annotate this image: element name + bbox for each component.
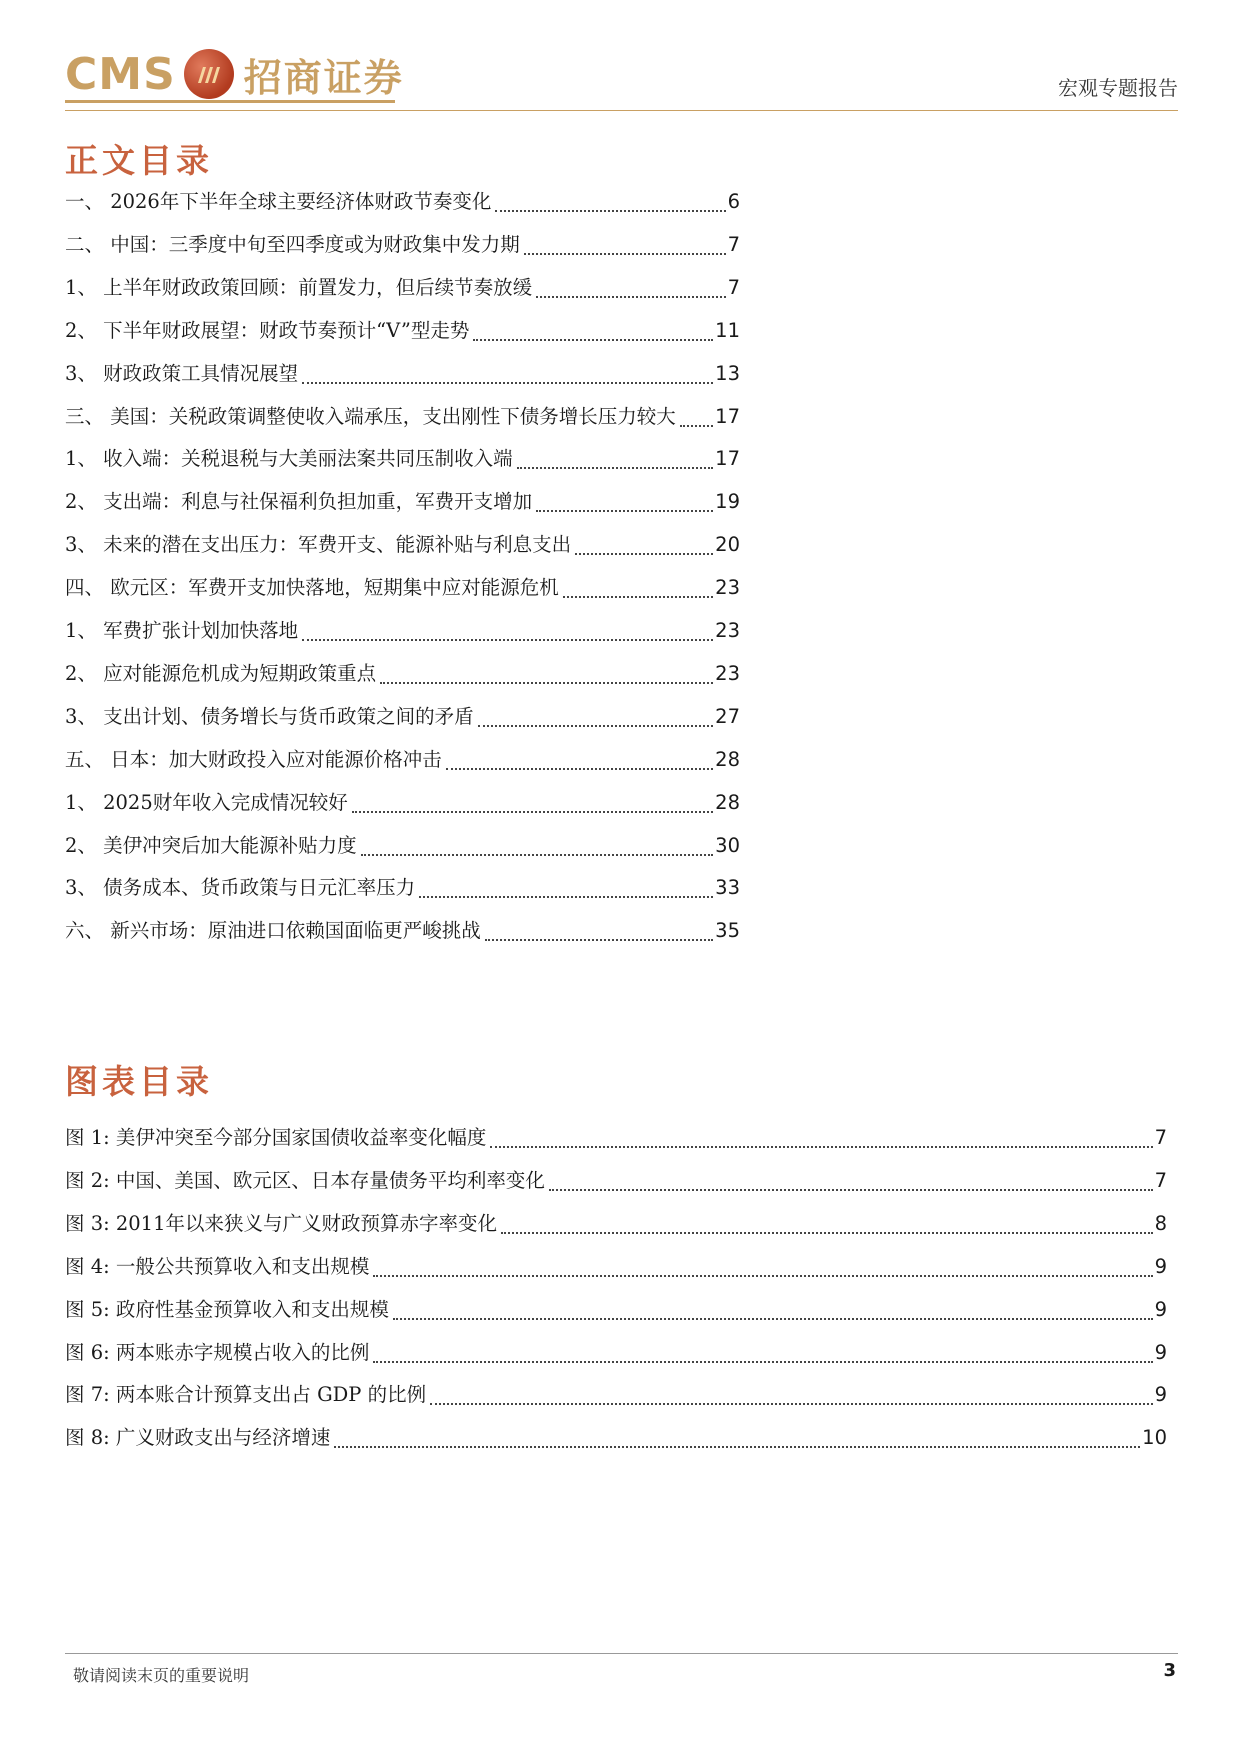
toc-entry[interactable] xyxy=(65,658,740,688)
entry-page-number: 9 xyxy=(1154,1297,1167,1321)
dot-leader xyxy=(373,1275,1152,1277)
figure-entry[interactable] xyxy=(65,1208,1167,1238)
toc-title: 正文目录 xyxy=(65,141,213,180)
entry-page-number: 7 xyxy=(1154,1126,1167,1149)
entry-page-number: 23 xyxy=(715,576,740,600)
entry-page-number: 17 xyxy=(715,447,740,471)
entry-label: 图 6: 两本账赤字规模占收入的比例 xyxy=(65,1340,370,1364)
entry-page-number: 27 xyxy=(715,704,740,728)
entry-page-number: 20 xyxy=(715,533,740,557)
logo-cms-text: CMS xyxy=(65,48,176,100)
dot-leader xyxy=(373,1361,1152,1363)
entry-label: 二、 中国：三季度中旬至四季度或为财政集中发力期 xyxy=(65,232,520,256)
figure-entry[interactable] xyxy=(65,1251,1167,1281)
dot-leader xyxy=(361,854,714,856)
toc-entry[interactable] xyxy=(65,915,740,945)
entry-label: 五、 日本：加大财政投入应对能源价格冲击 xyxy=(65,747,442,771)
entry-label: 1、 收入端：关税退税与大美丽法案共同压制收入端 xyxy=(65,447,513,471)
dot-leader xyxy=(473,339,713,341)
toc-entry[interactable] xyxy=(65,358,740,388)
dot-leader xyxy=(563,596,713,598)
footer-disclaimer: 敬请阅读末页的重要说明 xyxy=(73,1666,250,1685)
figure-entry[interactable] xyxy=(65,1294,1167,1324)
figure-entry[interactable] xyxy=(65,1337,1167,1367)
toc-entry[interactable] xyxy=(65,272,740,302)
toc-entry[interactable] xyxy=(65,229,740,259)
dot-leader xyxy=(517,467,714,469)
figure-entry[interactable] xyxy=(65,1422,1167,1452)
entry-page-number: 6 xyxy=(727,190,740,213)
dot-leader xyxy=(485,939,713,941)
figure-entry[interactable] xyxy=(65,1165,1167,1195)
entry-label: 六、 新兴市场：原油进口依赖国面临更严峻挑战 xyxy=(65,919,481,943)
toc-entry[interactable] xyxy=(65,872,740,902)
dot-leader xyxy=(393,1318,1153,1320)
entry-page-number: 30 xyxy=(715,833,740,857)
toc-entry[interactable] xyxy=(65,529,740,559)
figures-list xyxy=(65,1122,1167,1462)
dot-leader xyxy=(302,382,713,384)
toc-entry[interactable] xyxy=(65,701,740,731)
page-number: 3 xyxy=(1163,1660,1176,1681)
entry-page-number: 7 xyxy=(727,275,740,299)
entry-page-number: 9 xyxy=(1154,1254,1167,1278)
dot-leader xyxy=(490,1146,1152,1148)
entry-label: 3、 财政政策工具情况展望 xyxy=(65,361,299,385)
dot-leader xyxy=(334,1446,1140,1448)
dot-leader xyxy=(501,1232,1153,1234)
logo-seal-icon xyxy=(184,49,234,99)
entry-page-number: 9 xyxy=(1154,1340,1167,1364)
entry-label: 3、 未来的潜在支出压力：军费开支、能源补贴与利息支出 xyxy=(65,533,572,557)
entry-label: 2、 应对能源危机成为短期政策重点 xyxy=(65,661,377,685)
figure-entry[interactable] xyxy=(65,1379,1167,1409)
entry-page-number: 7 xyxy=(727,232,740,256)
toc-entry[interactable] xyxy=(65,744,740,774)
dot-leader xyxy=(430,1403,1152,1405)
toc-entry[interactable] xyxy=(65,443,740,473)
dot-leader xyxy=(478,725,714,727)
entry-label: 图 2: 中国、美国、欧元区、日本存量债务平均利率变化 xyxy=(65,1168,545,1192)
header-divider xyxy=(65,110,1178,111)
dot-leader xyxy=(352,811,713,813)
entry-label: 图 5: 政府性基金预算收入和支出规模 xyxy=(65,1297,389,1321)
entry-page-number: 33 xyxy=(715,876,740,900)
figures-title: 图表目录 xyxy=(65,1062,213,1101)
dot-leader xyxy=(380,682,713,684)
entry-label: 图 1: 美伊冲突至今部分国家国债收益率变化幅度 xyxy=(65,1126,487,1149)
entry-page-number: 13 xyxy=(715,361,740,385)
entry-page-number: 17 xyxy=(715,404,740,428)
toc-entry[interactable] xyxy=(65,315,740,345)
toc-entry[interactable] xyxy=(65,186,740,216)
footer-divider xyxy=(65,1653,1178,1654)
toc-entry[interactable] xyxy=(65,615,740,645)
dot-leader xyxy=(575,553,713,555)
logo-company-name: 招商证券 xyxy=(243,55,404,100)
dot-leader xyxy=(536,510,713,512)
report-type: 宏观专题报告 xyxy=(1058,76,1178,100)
entry-page-number: 23 xyxy=(715,619,740,642)
dot-leader xyxy=(524,253,726,255)
entry-label: 三、 美国：关税政策调整使收入端承压，支出刚性下债务增长压力较大 xyxy=(65,404,676,428)
entry-label: 2、 支出端：利息与社保福利负担加重，军费开支增加 xyxy=(65,490,533,514)
entry-page-number: 7 xyxy=(1154,1168,1167,1192)
dot-leader xyxy=(446,768,713,770)
entry-label: 3、 债务成本、货币政策与日元汇率压力 xyxy=(65,876,416,900)
toc-entry[interactable] xyxy=(65,572,740,602)
entry-label: 2、 美伊冲突后加大能源补贴力度 xyxy=(65,833,357,857)
dot-leader xyxy=(536,296,725,298)
toc-entry[interactable] xyxy=(65,830,740,860)
logo-underline xyxy=(65,100,395,103)
entry-page-number: 23 xyxy=(715,661,740,685)
entry-label: 一、 2026年下半年全球主要经济体财政节奏变化 xyxy=(65,190,492,213)
entry-page-number: 10 xyxy=(1142,1426,1167,1450)
entry-label: 1、 上半年财政政策回顾：前置发力，但后续节奏放缓 xyxy=(65,275,533,299)
entry-label: 图 8: 广义财政支出与经济增速 xyxy=(65,1426,331,1450)
entry-label: 2、 下半年财政展望：财政节奏预计“V”型走势 xyxy=(65,318,470,342)
page-header xyxy=(65,40,1178,112)
entry-page-number: 28 xyxy=(715,747,740,771)
toc-list xyxy=(65,186,740,946)
dot-leader xyxy=(419,896,713,898)
entry-label: 1、 军费扩张计划加快落地 xyxy=(65,619,299,642)
entry-page-number: 9 xyxy=(1154,1383,1167,1407)
entry-page-number: 8 xyxy=(1154,1211,1167,1235)
dot-leader xyxy=(495,210,725,212)
entry-page-number: 19 xyxy=(715,490,740,514)
dot-leader xyxy=(549,1189,1153,1191)
toc-entry[interactable] xyxy=(65,401,740,431)
toc-entry[interactable] xyxy=(65,787,740,817)
cms-logo xyxy=(65,44,404,104)
entry-page-number: 28 xyxy=(715,790,740,814)
entry-label: 四、 欧元区：军费开支加快落地，短期集中应对能源危机 xyxy=(65,576,559,600)
entry-label: 图 3: 2011年以来狭义与广义财政预算赤字率变化 xyxy=(65,1211,497,1235)
dot-leader xyxy=(680,425,713,427)
entry-page-number: 11 xyxy=(715,318,740,342)
entry-label: 图 4: 一般公共预算收入和支出规模 xyxy=(65,1254,370,1278)
entry-label: 3、 支出计划、债务增长与货币政策之间的矛盾 xyxy=(65,704,474,728)
entry-page-number: 35 xyxy=(715,919,740,943)
entry-label: 图 7: 两本账合计预算支出占 GDP 的比例 xyxy=(65,1383,427,1407)
entry-label: 1、 2025财年收入完成情况较好 xyxy=(65,790,348,814)
dot-leader xyxy=(302,639,713,641)
figure-entry[interactable] xyxy=(65,1122,1167,1152)
toc-entry[interactable] xyxy=(65,486,740,516)
